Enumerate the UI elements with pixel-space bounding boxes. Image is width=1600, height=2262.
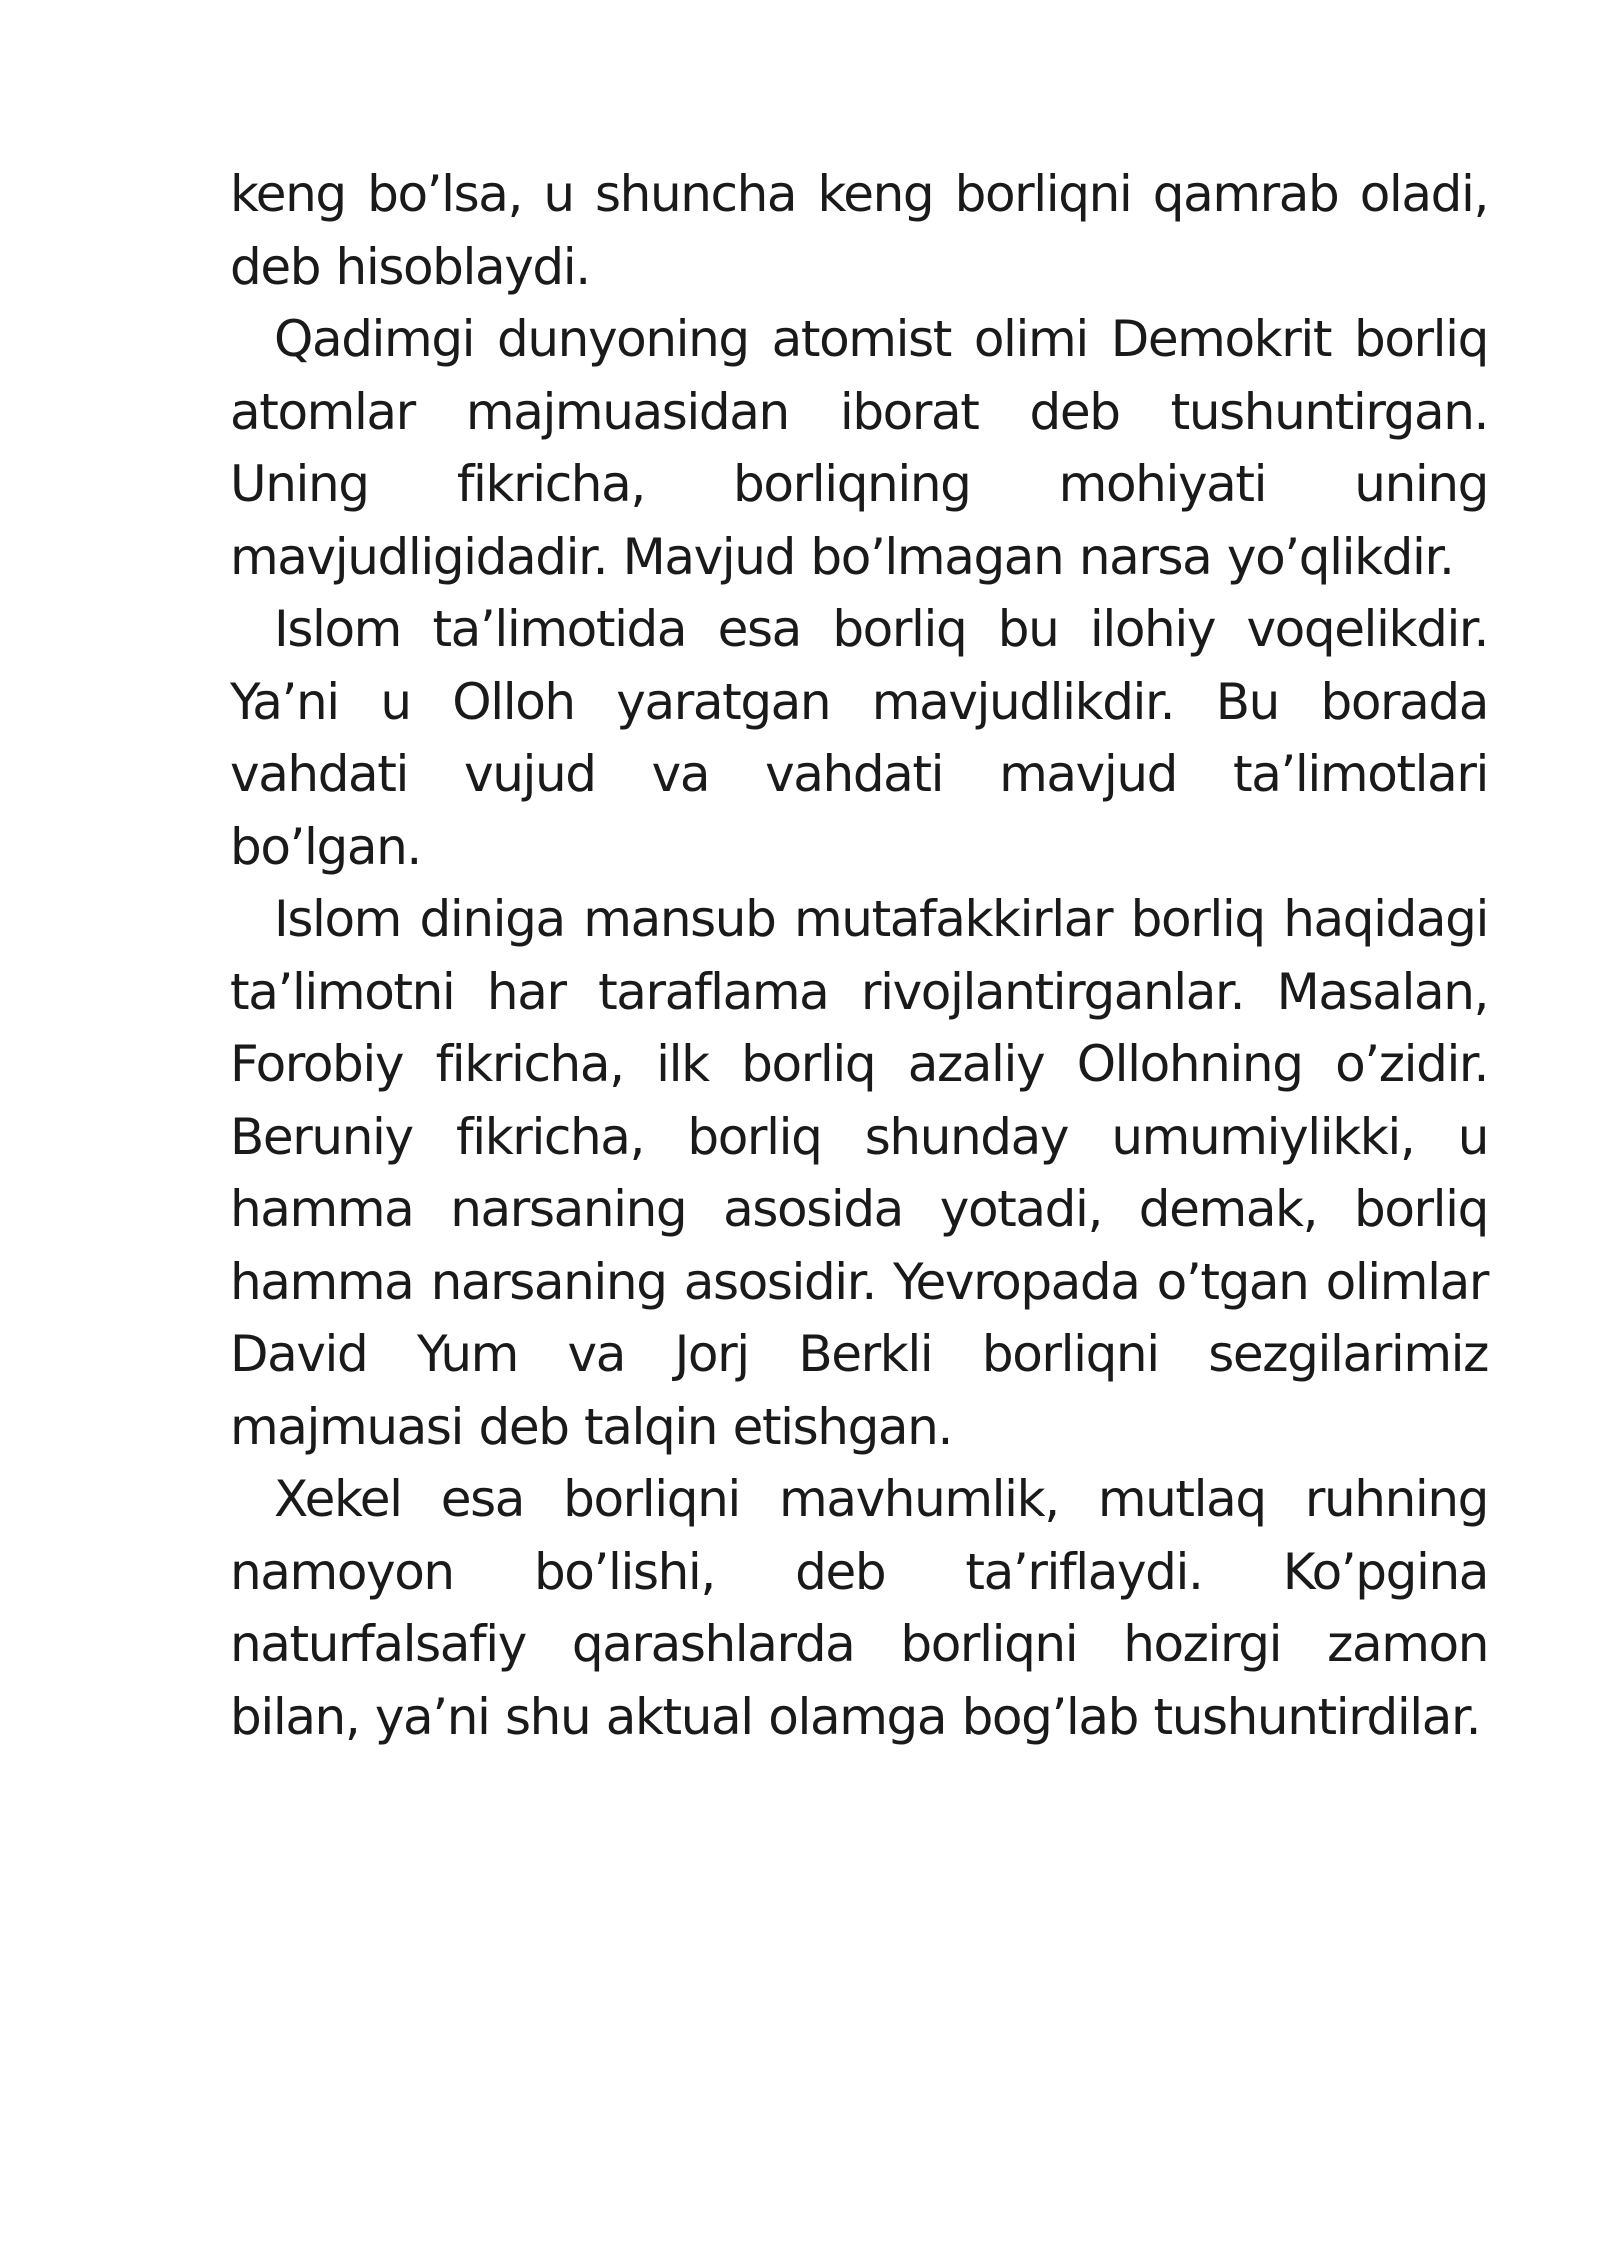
- body-text: [230, 158, 1488, 1753]
- paragraph-xekel: Xekel esa borliqni mavhumlik, mutlaq ruhning namoyon bo’lishi, deb ta’riflaydi. Ko’pgina naturfalsafiy qarashlarda borliqni hozirgi zamon bilan, ya’ni shu aktual olamga bog’lab tushuntirdilar.: [230, 1470, 1488, 1746]
- paragraph-islom-talimoti: Islom ta’limotida esa borliq bu ilohiy voqelikdir. Ya’ni u Olloh yaratgan mavjudlikdir. Bu borada vahdati vujud va vahdati mavjud ta’limotlari bo’lgan.: [230, 600, 1488, 876]
- paragraph-continuation: keng bo’lsa, u shuncha keng borliqni qamrab oladi, deb hisoblaydi.: [230, 165, 1488, 296]
- paragraph-islom-mutafakkirlar: Islom diniga mansub mutafakkirlar borliq haqidagi ta’limotni har taraflama rivojlantirganlar. Masalan, Forobiy fikricha, ilk borliq azaliy Ollohning o’zidir. Beruniy fikricha, borliq shunday umumiylikki, u hamma narsaning asosida yotadi, demak, borliq hamma narsaning asosidir. Yevropada o’tgan olimlar David Yum va Jorj Berkli borliqni sezgilarimiz majmuasi deb talqin etishgan.: [230, 890, 1488, 1456]
- paragraph-demokrit: Qadimgi dunyoning atomist olimi Demokrit borliq atomlar majmuasidan iborat deb tushuntirgan. Uning fikricha, borliqning mohiyati uning mavjudligidadir. Mavjud bo’lmagan narsa yo’qlikdir.: [230, 310, 1488, 586]
